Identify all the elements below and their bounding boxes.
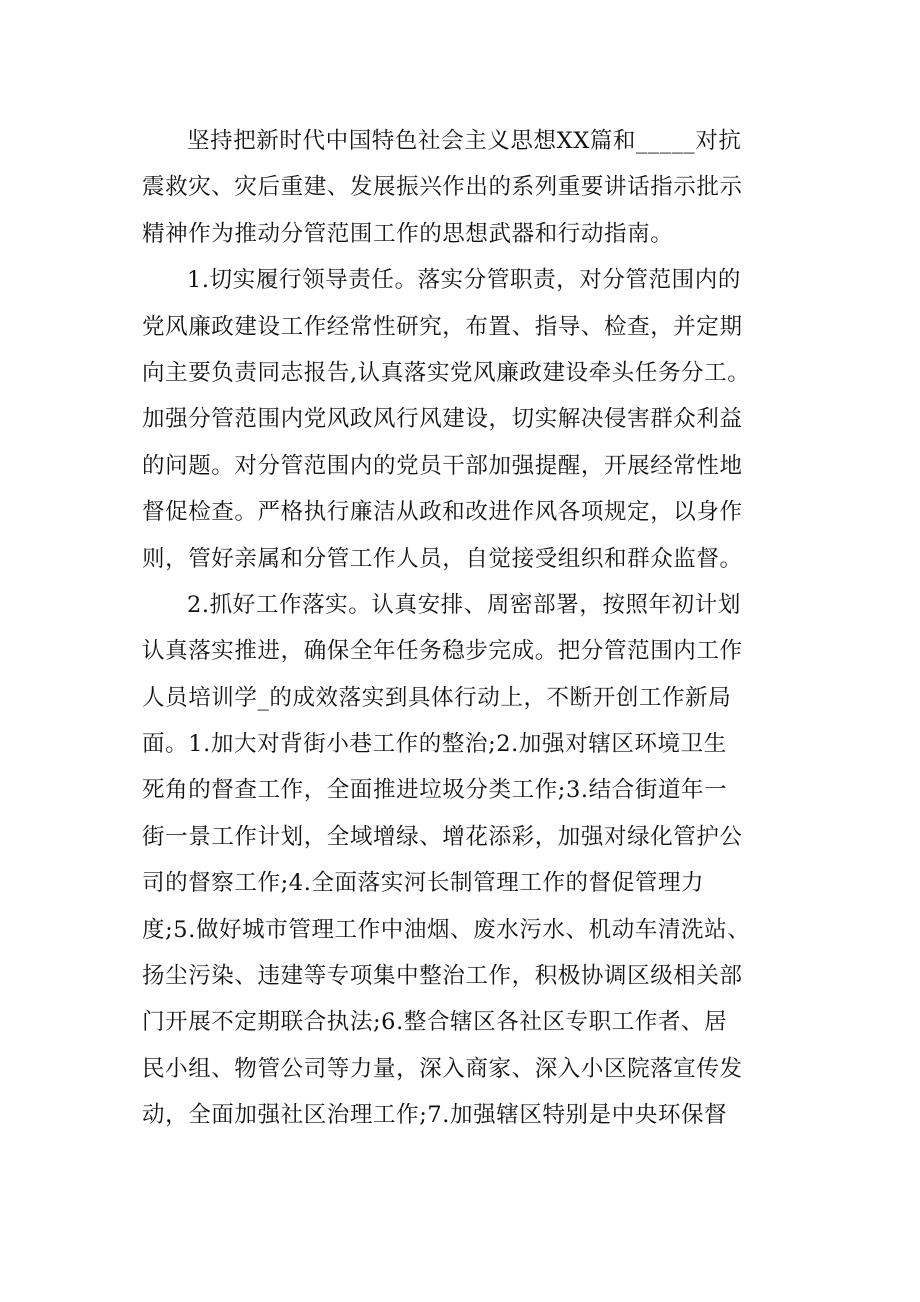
text-line: 认真落实推进，确保全年任务稳步完成。把分管范围内工作: [142, 638, 743, 665]
text-line: 司的督察工作;4.全面落实河长制管理工作的督促管理力: [142, 870, 705, 897]
text-line: 则，管好亲属和分管工作人员，自觉接受组织和群众监督。: [142, 545, 743, 572]
text-line: 督促检查。严格执行廉洁从政和改进作风各项规定，以身作: [142, 499, 743, 526]
text-line: 1.切实履行领导责任。落实分管职责，对分管范围内的: [187, 267, 741, 294]
text-line: 人员培训学_的成效落实到具体行动上，不断开创工作新局: [142, 684, 732, 711]
text-line: 向主要负责同志报告,认真落实党风廉政建设牵头任务分工。: [142, 359, 751, 386]
text-line: 的问题。对分管范围内的党员干部加强提醒，开展经常性地: [142, 452, 743, 479]
document-body: [142, 118, 797, 1139]
text-line: 街一景工作计划，全域增绿、增花添彩，加强对绿化管护公: [142, 823, 743, 850]
text-line: 坚持把新时代中国特色社会主义思想XX篇和_____对抗: [187, 128, 742, 154]
text-line: 面。1.加大对背街小巷工作的整治;2.加强对辖区环境卫生: [142, 731, 727, 758]
text-line: 精神作为推动分管范围工作的思想武器和行动指南。: [142, 220, 674, 247]
text-line: 民小组、物管公司等力量，深入商家、深入小区院落宣传发: [142, 1055, 743, 1082]
text-line: 动，全面加强社区治理工作;7.加强辖区特别是中央环保督: [142, 1102, 728, 1129]
text-line: 扬尘污染、违建等专项集中整治工作，积极协调区级相关部: [142, 963, 743, 990]
text-line: 门开展不定期联合执法;6.整合辖区各社区专职工作者、居: [142, 1009, 728, 1036]
text-line: 震救灾、灾后重建、发展振兴作出的系列重要讲话指示批示: [142, 174, 743, 201]
text-line: 度;5.做好城市管理工作中油烟、废水污水、机动车清洗站、: [142, 916, 751, 943]
text-line: 加强分管范围内党风政风行风建设，切实解决侵害群众利益: [142, 406, 743, 433]
text-line: 党风廉政建设工作经常性研究，布置、指导、检查，并定期: [142, 313, 743, 340]
text-line: 2.抓好工作落实。认真安排、周密部署，按照年初计划: [187, 591, 741, 618]
text-line: 死角的督查工作，全面推进垃圾分类工作;3.结合街道年一: [142, 777, 728, 804]
